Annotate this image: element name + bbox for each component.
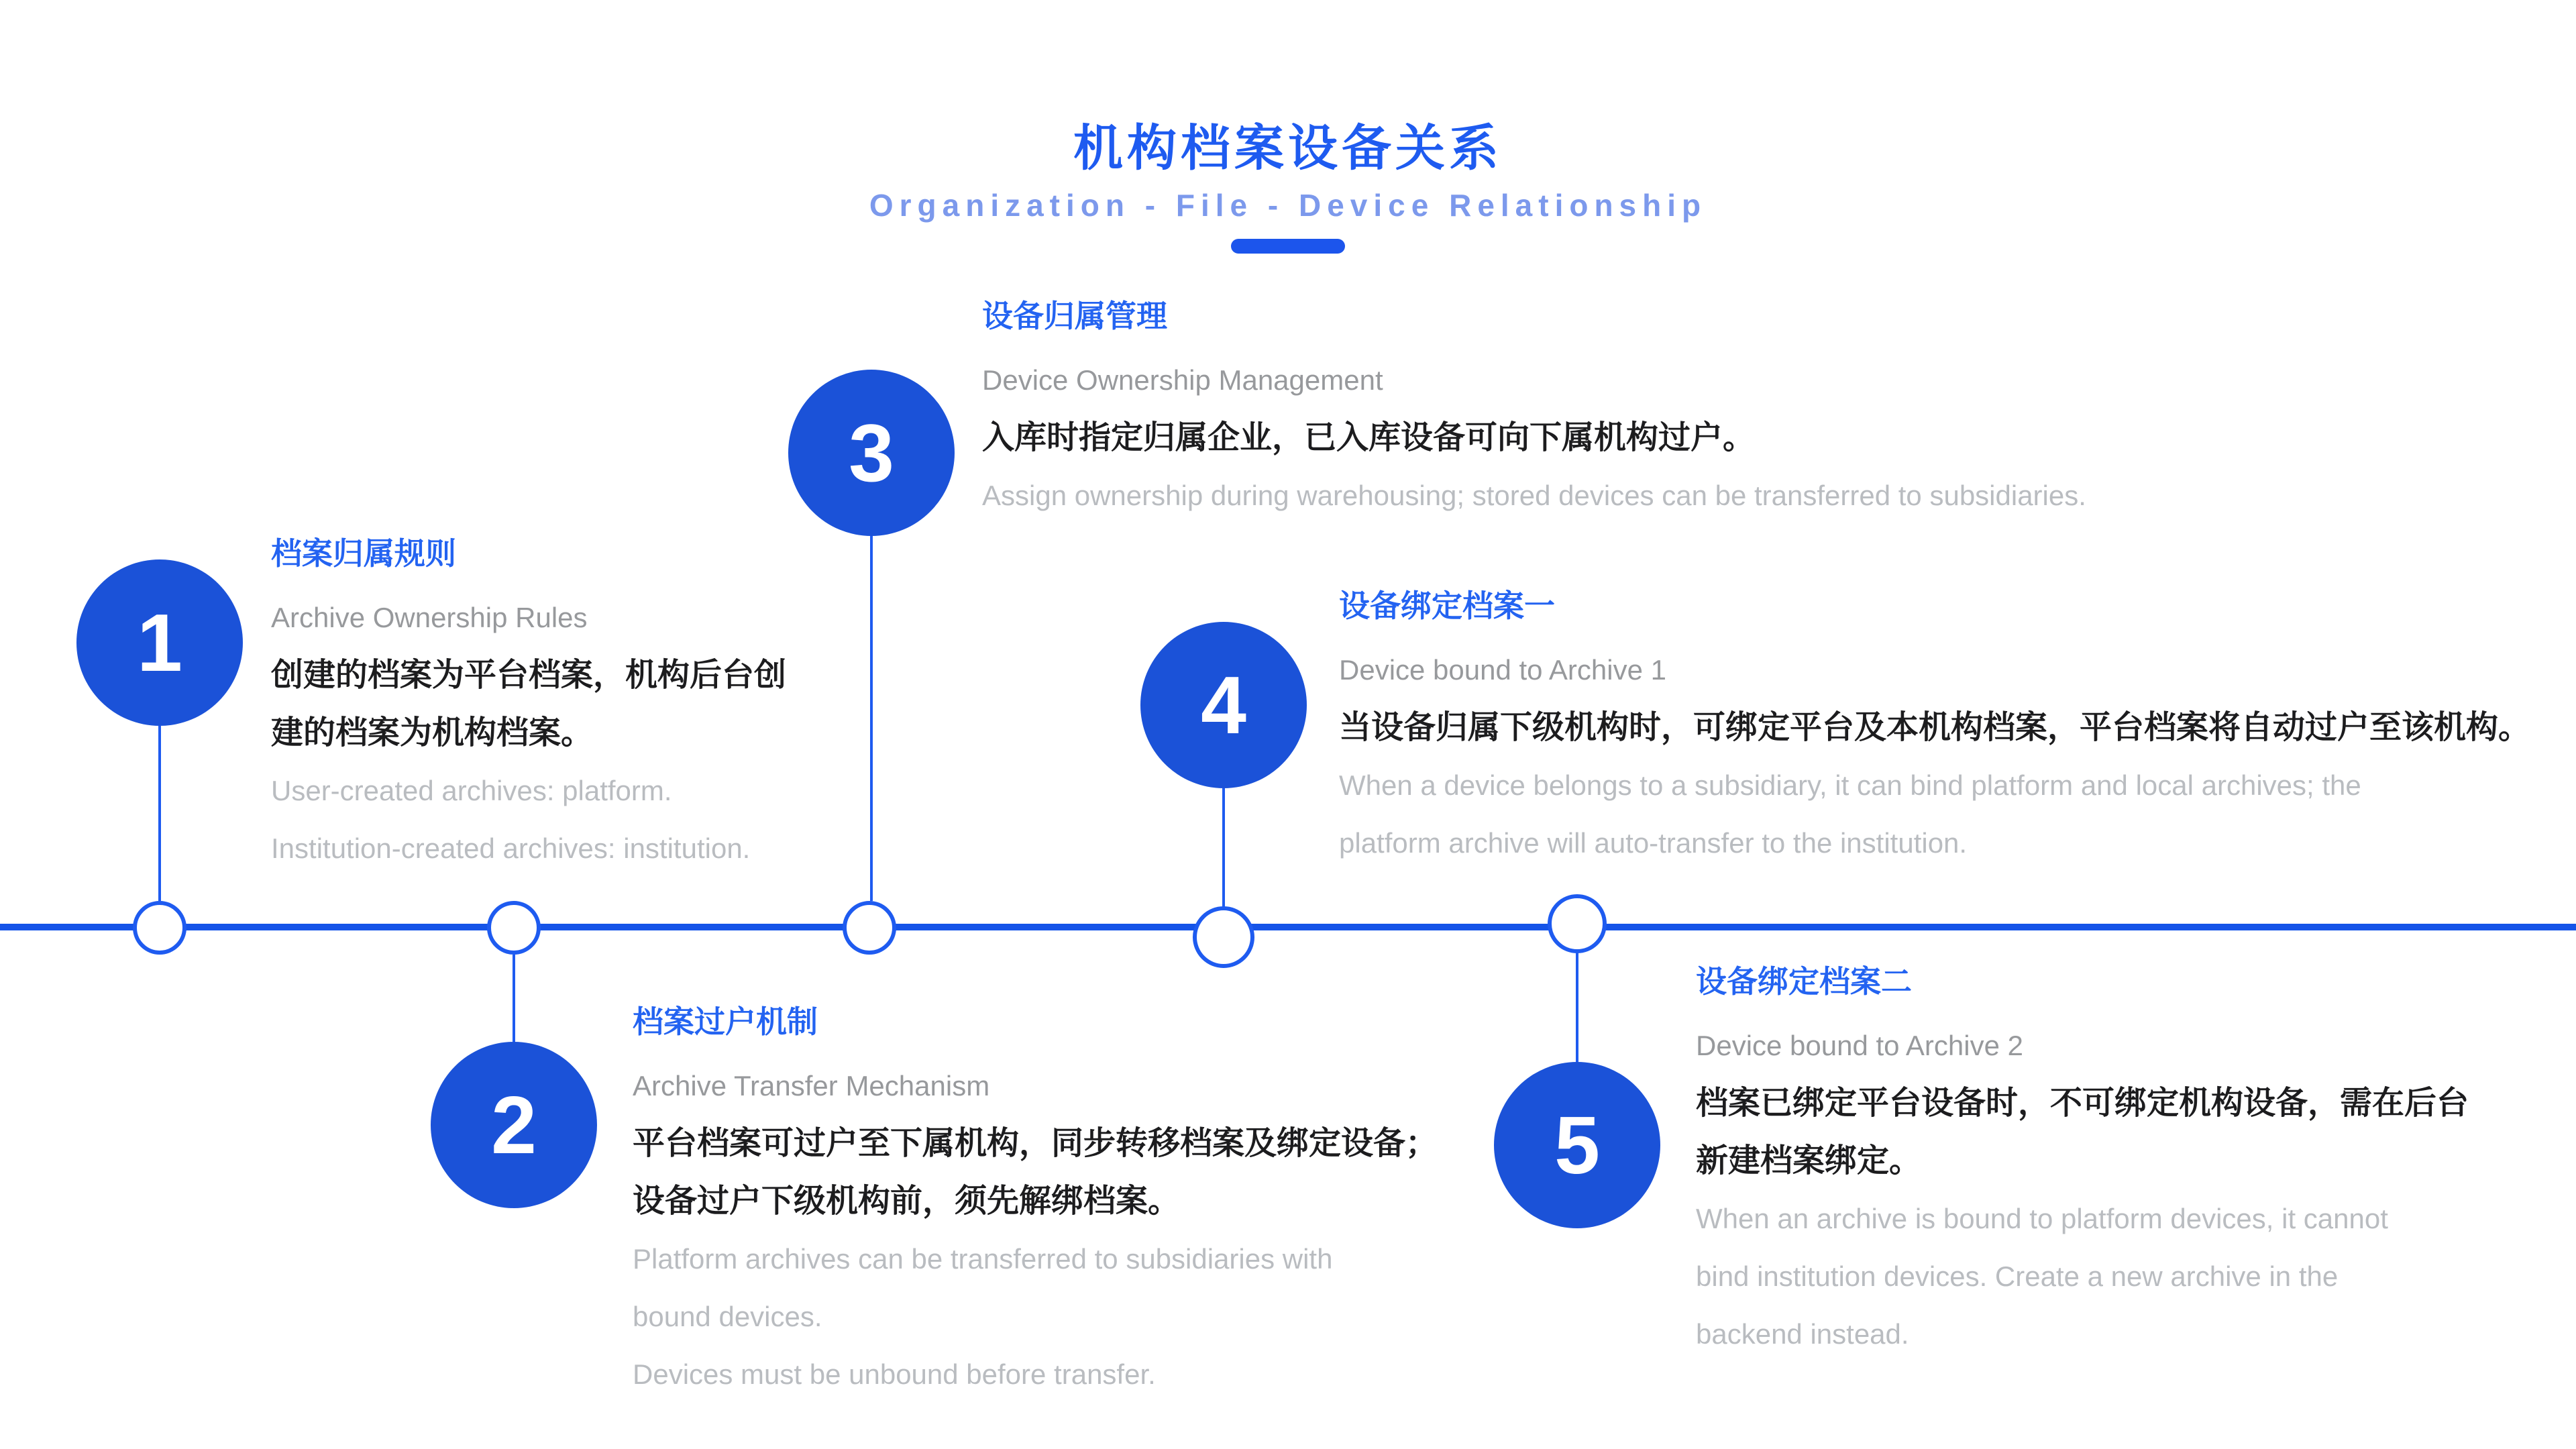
step-desc-en: When an archive is bound to platform devices, it cannot bbox=[1696, 1203, 2388, 1234]
step-number-2: 2 bbox=[491, 1079, 537, 1171]
connector-line-3 bbox=[870, 536, 873, 901]
step-desc-en: Devices must be unbound before transfer. bbox=[633, 1358, 1156, 1390]
timeline-line bbox=[0, 924, 2576, 930]
step-desc-en: User-created archives: platform. bbox=[271, 775, 672, 806]
step-subtitle-en: Device bound to Archive 1 bbox=[1339, 654, 1666, 686]
page-subtitle: Organization - File - Device Relationship bbox=[869, 188, 1707, 223]
step-title-cn: 设备归属管理 bbox=[982, 299, 1167, 333]
step-block-4 bbox=[1339, 580, 2530, 872]
step-circle-1 bbox=[76, 559, 243, 726]
step-circle-5 bbox=[1494, 1062, 1660, 1228]
step-title-cn: 档案过户机制 bbox=[633, 1004, 818, 1039]
step-subtitle-en: Archive Ownership Rules bbox=[271, 602, 588, 633]
step-title-cn: 设备绑定档案一 bbox=[1339, 588, 1555, 623]
step-text-cn: 设备过户下级机构前，须先解绑档案。 bbox=[633, 1183, 1181, 1219]
step-text-cn: 新建档案绑定。 bbox=[1696, 1143, 1922, 1179]
step-text-cn: 档案已绑定平台设备时，不可绑定机构设备，需在后台 bbox=[1696, 1085, 2469, 1121]
step-circle-2 bbox=[431, 1042, 597, 1208]
step-circle-3 bbox=[788, 370, 955, 536]
step-text-cn: 当设备归属下级机构时，可绑定平台及本机构档案，平台档案将自动过户至该机构。 bbox=[1339, 710, 2531, 745]
step-desc-en: bound devices. bbox=[633, 1301, 822, 1332]
step-desc-en: When a device belongs to a subsidiary, it can bind platform and local archives; the bbox=[1339, 769, 2361, 801]
step-text-cn: 平台档案可过户至下属机构，同步转移档案及绑定设备； bbox=[633, 1126, 1438, 1161]
step-block-5 bbox=[1696, 955, 2469, 1363]
step-desc-en: backend instead. bbox=[1696, 1318, 1909, 1350]
step-block-1 bbox=[271, 527, 786, 877]
step-title-cn: 档案归属规则 bbox=[271, 536, 456, 571]
header bbox=[0, 121, 2576, 254]
step-desc-en: Assign ownership during warehousing; stored devices can be transferred to subsidiaries. bbox=[982, 480, 2086, 511]
step-number-3: 3 bbox=[849, 407, 894, 498]
step-desc-en: Institution-created archives: institution. bbox=[271, 833, 751, 864]
step-desc-en: platform archive will auto-transfer to the institution. bbox=[1339, 827, 1968, 859]
step-block-3 bbox=[982, 290, 2086, 525]
step-text-cn: 创建的档案为平台档案，机构后台创 bbox=[271, 657, 787, 693]
connector-line-4 bbox=[1222, 788, 1225, 908]
step-desc-en: bind institution devices. Create a new archive in the bbox=[1696, 1260, 2339, 1292]
connector-line-5 bbox=[1576, 952, 1578, 1062]
page-title: 机构档案设备关系 bbox=[1073, 120, 1503, 176]
timeline-node-3 bbox=[843, 901, 896, 955]
step-block-2 bbox=[633, 996, 1438, 1403]
step-subtitle-en: Device bound to Archive 2 bbox=[1696, 1030, 2023, 1061]
timeline-node-2 bbox=[487, 901, 541, 955]
step-number-4: 4 bbox=[1201, 659, 1246, 751]
timeline-node-1 bbox=[133, 901, 186, 955]
title-underline bbox=[1231, 239, 1345, 254]
step-circle-4 bbox=[1140, 622, 1307, 788]
step-title-cn: 设备绑定档案二 bbox=[1696, 964, 1912, 999]
step-text-cn: 建的档案为机构档案。 bbox=[271, 715, 594, 751]
step-number-5: 5 bbox=[1554, 1099, 1600, 1191]
step-text-cn: 入库时指定归属企业，已入库设备可向下属机构过户。 bbox=[982, 420, 1756, 455]
step-subtitle-en: Device Ownership Management bbox=[982, 364, 1383, 396]
step-desc-en: Platform archives can be transferred to subsidiaries with bbox=[633, 1243, 1333, 1275]
step-subtitle-en: Archive Transfer Mechanism bbox=[633, 1070, 990, 1102]
timeline-node-4 bbox=[1193, 906, 1254, 968]
connector-line-1 bbox=[158, 726, 161, 901]
connector-line-2 bbox=[513, 955, 515, 1042]
step-number-1: 1 bbox=[137, 597, 182, 688]
timeline-node-5 bbox=[1548, 894, 1607, 953]
